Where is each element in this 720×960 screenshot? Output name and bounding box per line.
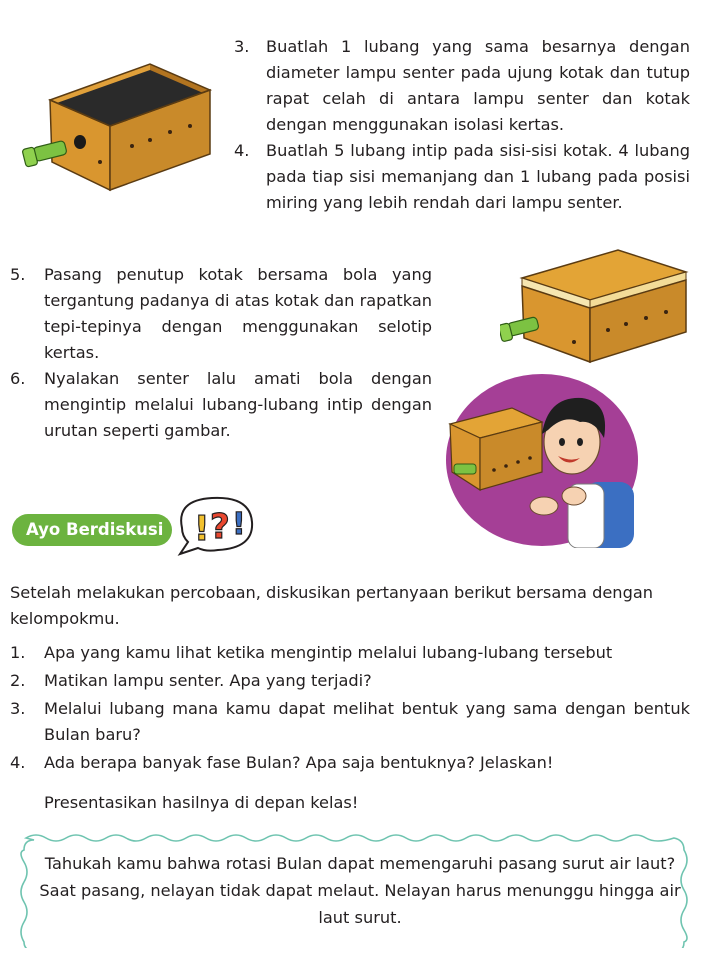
discussion-badge: Ayo Berdiskusi [12, 514, 172, 546]
open-box-illustration [20, 60, 220, 200]
question-text: Matikan lampu senter. Apa yang terjadi? [44, 671, 372, 690]
discussion-questions [10, 640, 690, 778]
fact-box-text: Tahukah kamu bahwa rotasi Bulan dapat memengaruhi pasang surut air laut? Saat pasang, nelayan tidak dapat melaut. Nelayan harus menunggu hingga air laut surut. [39, 854, 681, 927]
question-number: 2. [10, 671, 26, 690]
step-item [10, 366, 432, 444]
question-text: Melalui lubang mana kamu dapat melihat bentuk yang sama dengan bentuk Bulan baru? [44, 699, 690, 744]
bubble-glyph-1: ! [194, 509, 210, 549]
step-number: 5. [10, 265, 26, 284]
step-item [234, 34, 690, 138]
question-number: 1. [10, 643, 26, 662]
question-text: Apa yang kamu lihat ketika mengintip melalui lubang-lubang tersebut [44, 643, 613, 662]
bubble-glyph-3: ! [232, 507, 246, 542]
question-text: Ada berapa banyak fase Bulan? Apa saja bentuknya? Jelaskan! [44, 753, 554, 772]
step-text: Pasang penutup kotak bersama bola yang tergantung padanya di atas kotak dan rapatkan tepi-tepinya dengan menggunakan selotip kertas. [44, 265, 432, 362]
question-number: 3. [10, 699, 26, 718]
exclamation-question-bubble-icon [172, 492, 258, 556]
step-item [10, 262, 432, 366]
steps-list-middle [10, 262, 432, 444]
step-text: Buatlah 5 lubang intip pada sisi-sisi kotak. 4 lubang pada tiap sisi memanjang dan 1 lubang pada posisi miring yang lebih rendah dari lampu senter. [266, 141, 690, 212]
bubble-glyph-2: ? [210, 507, 230, 547]
question-number: 4. [10, 753, 26, 772]
step-number: 6. [10, 369, 26, 388]
discussion-intro: Setelah melakukan percobaan, diskusikan pertanyaan berikut bersama dengan kelompokmu. [10, 583, 654, 628]
step-text: Buatlah 1 lubang yang sama besarnya dengan diameter lampu senter pada ujung kotak dan tutup rapat celah di antara lampu senter dan kotak dengan menggunakan isolasi kertas. [266, 37, 690, 134]
question-item [10, 668, 690, 694]
step-item [234, 138, 690, 216]
question-item [10, 696, 690, 748]
question-item [10, 640, 690, 666]
question-item [10, 750, 690, 776]
closed-box-illustration [500, 246, 690, 366]
discussion-closing: Presentasikan hasilnya di depan kelas! [44, 793, 359, 812]
boy-peeking-illustration [444, 372, 640, 548]
step-text: Nyalakan senter lalu amati bola dengan mengintip melalui lubang-lubang intip dengan urutan seperti gambar. [44, 369, 432, 440]
step-number: 3. [234, 37, 250, 56]
step-number: 4. [234, 141, 250, 160]
steps-list-top [234, 34, 690, 216]
